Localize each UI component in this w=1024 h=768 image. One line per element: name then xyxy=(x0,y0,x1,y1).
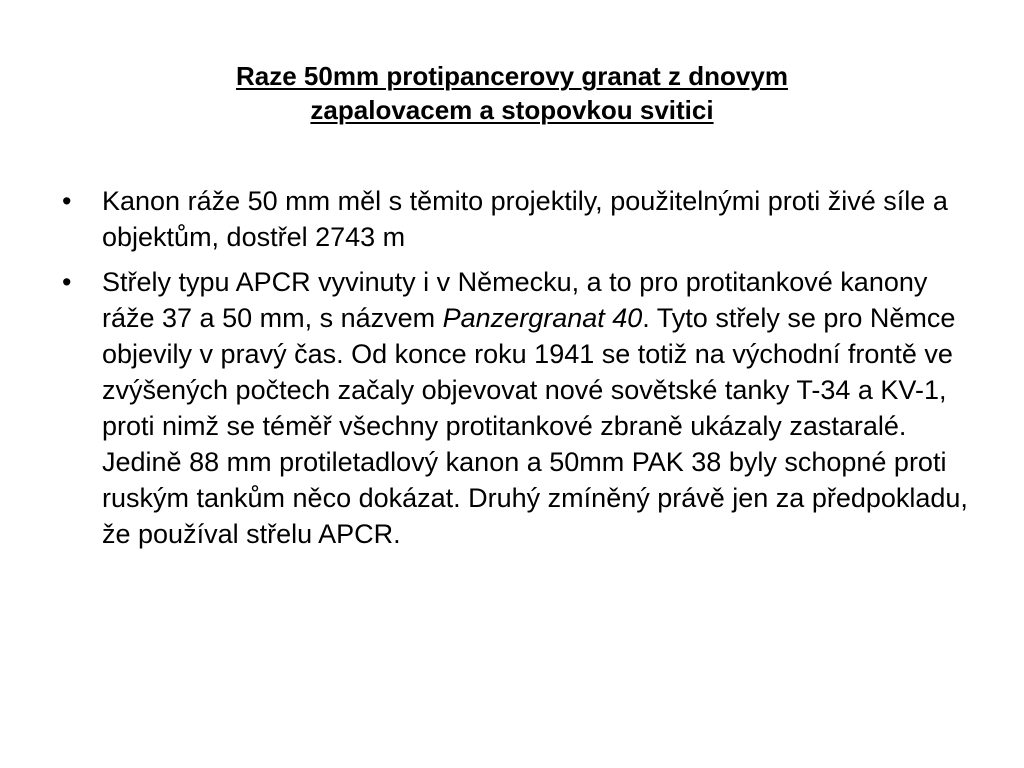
slide-title-line-1: Raze 50mm protipancerovy granat z dnovym xyxy=(236,61,788,91)
slide-title-line-2: zapalovacem a stopovkou svitici xyxy=(310,95,714,125)
bullet-list xyxy=(62,183,972,561)
bullet-item xyxy=(62,183,972,255)
bullet-text-after: . Tyto střely se pro Němce objevily v pravý čas. Od konce roku 1941 se totiž na východní frontě ve zvýšených počtech začaly objevovat nové sovětské tanky T-34 a KV-1, proti nimž se téměř všechny protitankové zbraně ukázaly zastaralé. Jedině 88 mm protiletadlový kanon a 50mm PAK 38 byly schopné proti ruským tankům něco dokázat. Druhý zmíněný právě jen za předpokladu, že používal střelu APCR. xyxy=(102,303,968,549)
bullet-text: Kanon ráže 50 mm měl s těmito projektily, použitelnými proti živé síle a objektům, dostřel 2743 m xyxy=(102,186,948,252)
bullet-icon xyxy=(62,183,82,219)
bullet-icon xyxy=(62,264,82,300)
bullet-italic-term: Panzergranat 40 xyxy=(442,303,643,333)
slide-title xyxy=(60,59,964,127)
bullet-item xyxy=(62,264,972,552)
bullet-text-before: Střely typu APCR vyvinuty i v Německu, a to pro protitankové kanony ráže 37 a 50 mm, s názvem xyxy=(102,267,928,333)
